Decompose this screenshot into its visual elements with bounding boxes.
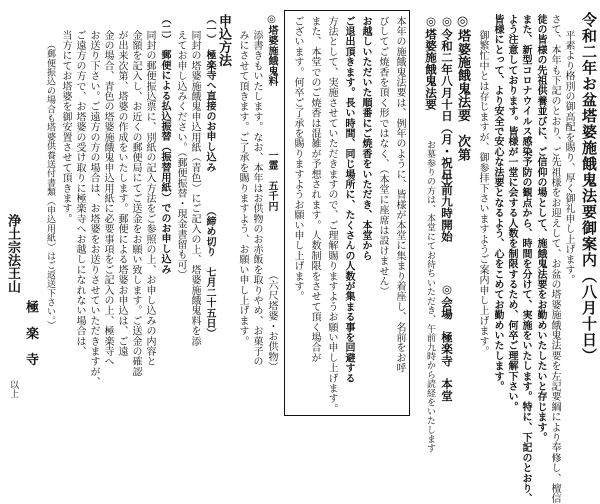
apply-footnote: （郵便振込の場合も塔婆供養送付書類（申込用紙）はご返送下さい。） [45,40,55,330]
schedule-note: お墓参りの方は、本堂にてお待ちいただき、午前九時から読経をいたします [425,140,435,453]
fee-amount: 一霊 五千円 [266,150,277,212]
notice-line: ご退出頂きます。長い時間、同じ場所に、たくさんの人数が集まる事を回避する [343,16,354,384]
apply-item-2-text: が出来次第、塔婆の作成をいたします。郵便による塔婆お申込は、ご遠 [116,30,127,357]
notice-line: また、本堂でのご焼香は混雑が予想されます。人数制限をさせて頂く場合が [309,16,320,363]
document-title: 令和二年お盆塔婆施餓鬼法要御案内（八月十日） [580,12,598,364]
apply-item-1: （一） 極楽寺へ直接のお申し込み [204,14,215,173]
intro-line: 徒の皆様の先祖供養並びに、ご信仰の場として、施餓鬼法要をお勤めいたしたいと存じます。 [535,14,546,443]
schedule-time: 午前九時開始 [440,172,454,243]
apply-item-2: （二） 郵便による払込振替（振替用紙）でのお申し込み [159,14,170,275]
apply-item-2-text: ご遠方の方で、お塔婆の受け取りに極楽寺へお越しになれない場合は、 [74,30,85,357]
apply-item-2-text: お送り下さい。ご遠方の方の場合は、お塔婆をお送りさせていただきますが、 [88,30,99,387]
intro-line: さて、本年も下記のとおり、ご先祖様をお迎えして、お盆の塔婆施餓鬼法要を左記要綱により奉修し、檀信 [549,14,560,504]
notice-line: びしてご焼香を頂く形ではなく、（本堂に座席は設けません） [377,16,388,297]
intro-line: 御繁忙中とは存じますが、御参拝下さいますようご案内申し上げます。 [477,30,488,357]
fee-header: ◎塔婆施餓鬼料 [266,14,277,87]
apply-deadline: （締め切り 七月二十五日） [204,206,215,339]
signature-org: 浄土宗法王山 [5,214,20,294]
schedule-heading: ◎塔婆施餓鬼法要 次第 [455,14,470,162]
notice-line: ございます。何卒ご了承を賜りますようお願い申し上げます。 [292,16,303,302]
intro-line: また、新型コロナウイルス感染予防の観点から、時間を分けて、実施をいたします。特に、下記のとおり、 [520,14,531,504]
apply-item-2-text: 金の場合、青色の塔婆施餓鬼申込用紙に必要事項をご記入の上、極楽寺へ [102,30,113,367]
intro-line: よう注意しております。皆様が一堂に会する人数を制限するため、何卒ご理解下さい。 [506,14,517,412]
notice-line: 本年の施餓鬼法要は、例年のように、皆様が本堂に集まり着座し、名前をお呼 [394,16,405,373]
apply-item-1-text: 同封の塔婆施餓鬼申込用紙（青色）にご記入の上、塔婆施餓鬼料を添 [189,30,200,347]
apply-item-2-text: 金額を記入し、お近くの郵便局にてご送金をお願い致します。ご送金の確認 [130,30,141,377]
schedule-second-heading: ◎塔婆施餓鬼法要 [424,14,438,111]
apply-heading: 申込方法 [216,14,231,67]
notice-line: お越しいただいた順番にご焼香をいただき、本堂から [360,16,371,261]
apply-item-1-text: えてお申し込みください。（郵便振替・現金書留も可） [175,30,186,280]
signature-temple: 極 楽 寺 [23,300,38,366]
apply-item-2-text: 当方にてお塔婆を御安置させて頂きます。 [60,30,71,224]
fee-extra: 添書きもいたします。なお、本年はお供物のお赤飯を取りやめ、お菓子の [251,30,262,367]
schedule-place: ◎会場 極楽寺 本堂 [440,282,454,402]
apply-item-2-text: 同封の郵便振込票に、別紙の記入方法をご参照の上、お申し込みの内容と [144,30,155,367]
intro-line: 平素より格別の御高配を賜り、厚く御礼申し上げます。 [563,30,574,285]
notice-line: 方法として、実施させていただきますので、ご理解賜りますようお願い申し上げます。 [326,16,337,414]
fee-note: （六尺塔婆・お供物） [266,270,277,372]
intro-line: 皆様にとって、より安全で安心な法要となるよう、心をこめてお勤めいたします。 [492,14,503,392]
fee-extra: みにさせて頂きます。ご了承を賜りますよう、お願い申し上げます。 [237,30,248,347]
schedule-date: ◎令和二年八月十日（月・祝日） [440,14,454,192]
signature-end: 以上 [8,380,18,399]
